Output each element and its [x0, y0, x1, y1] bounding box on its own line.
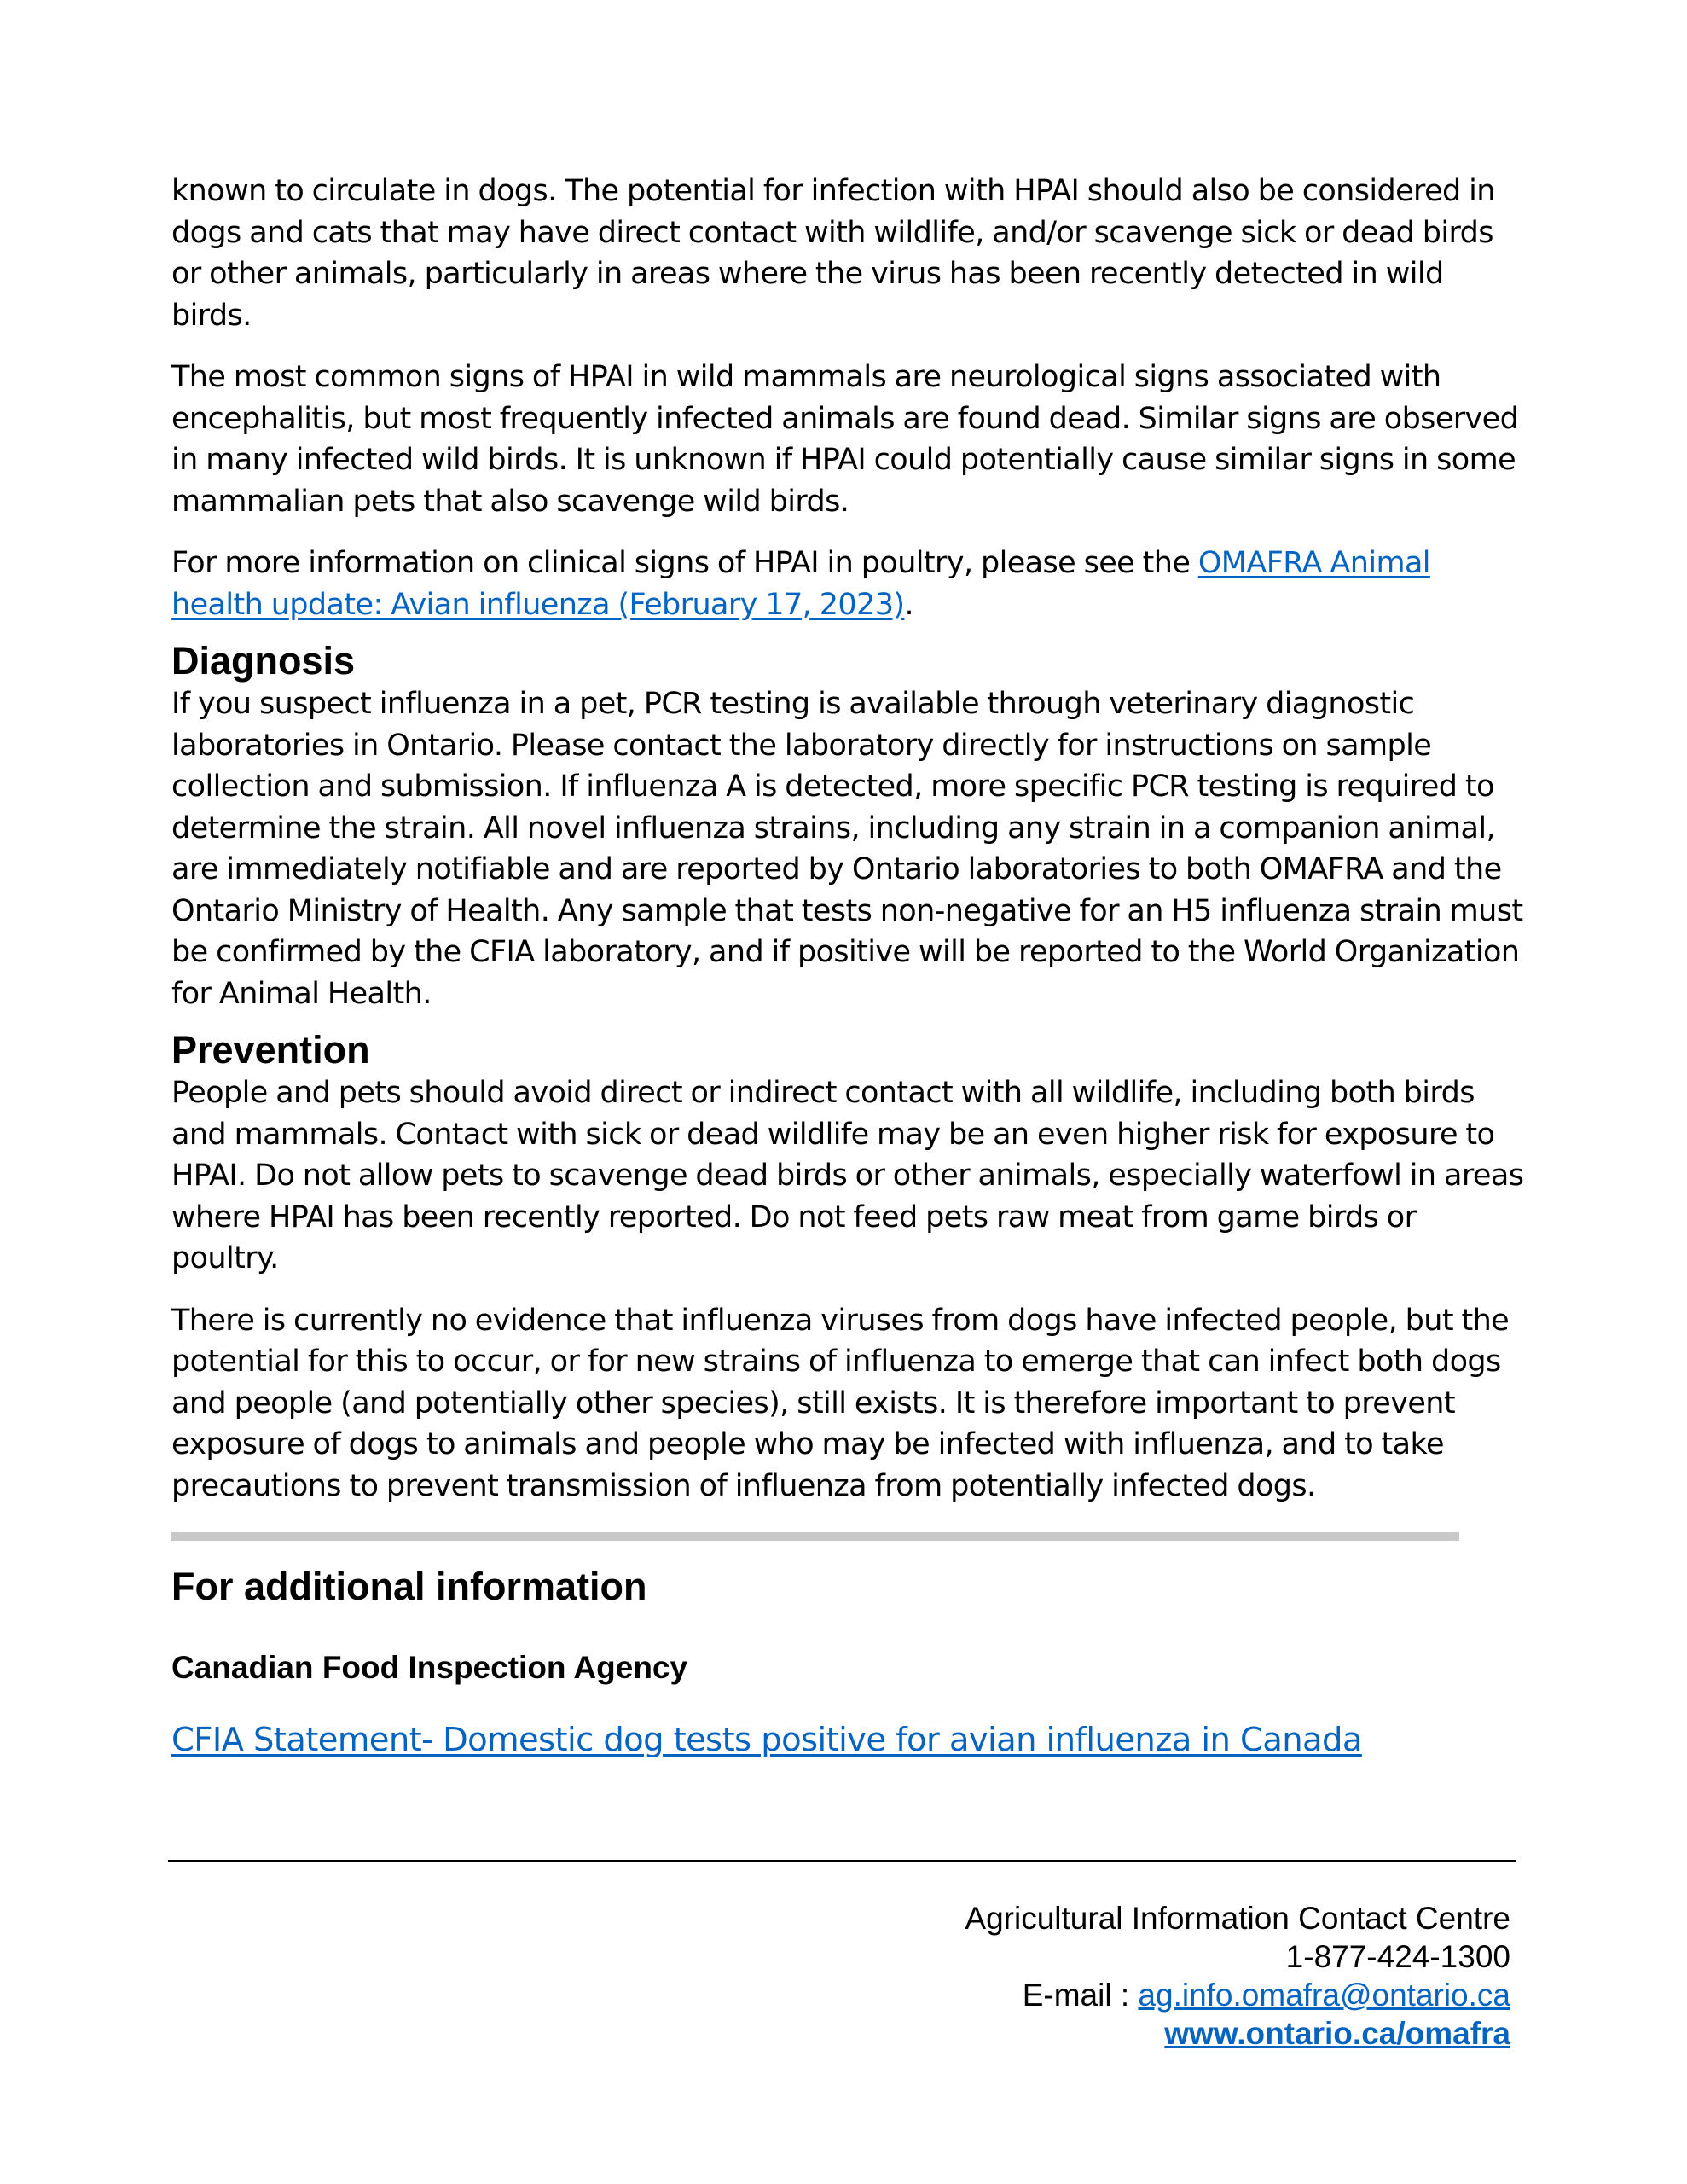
additional-info-heading: For additional information — [171, 1565, 647, 1608]
document-body — [171, 171, 1528, 1507]
cfia-statement-link[interactable]: CFIA Statement- Domestic dog tests positive for avian influenza in Canada — [171, 1721, 1362, 1759]
agency-subheading: Canadian Food Inspection Agency — [171, 1650, 688, 1685]
diagnosis-heading: Diagnosis — [171, 639, 356, 682]
more-info-paragraph — [171, 543, 1528, 625]
website-link[interactable]: www.ontario.ca/omafra — [1164, 2016, 1510, 2051]
email-link[interactable]: ag.info.omafra@ontario.ca — [1138, 1978, 1510, 2013]
diagnosis-paragraph: If you suspect influenza in a pet, PCR testing is available through veterinary diagnostic laboratories in Ontario. Please contact the laboratory directly for instructions on sample collection and submission. If influenza A is detected, more specific PCR testing is required to determine the strain. All novel influenza strains, including any strain in a companion animal, are immediately notifiable and are reported by Ontario laboratories to both OMAFRA and the Ontario Ministry of Health. Any sample that tests non-negative for an H5 influenza strain must be confirmed by the CFIA laboratory, and if positive will be reported to the World Organization for Animal Health. — [171, 687, 1523, 1011]
omafra-animal-health-update-link[interactable]: OMAFRA Animal health update: Avian influenza (February 17, 2023) — [171, 546, 1430, 622]
email-label: E-mail : — [1022, 1978, 1139, 2013]
intro-paragraph: known to circulate in dogs. The potential for infection with HPAI should also be considered in dogs and cats that may have direct contact with wildlife, and/or scavenge sick or dead birds or other animals, particularly in areas where the virus has been recently detected in wild birds. — [171, 174, 1495, 333]
prevention-heading: Prevention — [171, 1028, 370, 1072]
more-info-suffix: . — [904, 587, 913, 622]
prevention-paragraph-2: There is currently no evidence that influenza viruses from dogs have infected people, but the potential for this to occur, or for new strains of influenza to emerge that can infect both dogs and people (and potentially other species), still exists. It is therefore important to prevent exposure of dogs to animals and people who may be infected with influenza, and to take precautions to prevent transmission of influenza from potentially infected dogs. — [171, 1303, 1510, 1503]
prevention-paragraph-1: People and pets should avoid direct or indirect contact with all wildlife, including both birds and mammals. Contact with sick or dead wildlife may be an even higher risk for exposure to HPAI. Do not allow pets to scavenge dead birds or other animals, especially waterfowl in areas where HPAI has been recently reported. Do not feed pets raw meat from game birds or poultry. — [171, 1076, 1524, 1275]
contact-footer — [965, 1899, 1510, 2053]
contact-email-line — [965, 1976, 1510, 2014]
more-info-prefix: For more information on clinical signs of HPAI in poultry, please see the — [171, 546, 1198, 580]
footer-divider — [168, 1860, 1516, 1862]
section-divider — [171, 1532, 1459, 1541]
contact-phone: 1-877-424-1300 — [1285, 1939, 1510, 1974]
signs-paragraph: The most common signs of HPAI in wild mammals are neurological signs associated with encephalitis, but most frequently infected animals are found dead. Similar signs are observed in many infected wild birds. It is unknown if HPAI could potentially cause similar signs in some mammalian pets that also scavenge wild birds. — [171, 360, 1519, 519]
contact-centre-name: Agricultural Information Contact Centre — [965, 1901, 1510, 1936]
